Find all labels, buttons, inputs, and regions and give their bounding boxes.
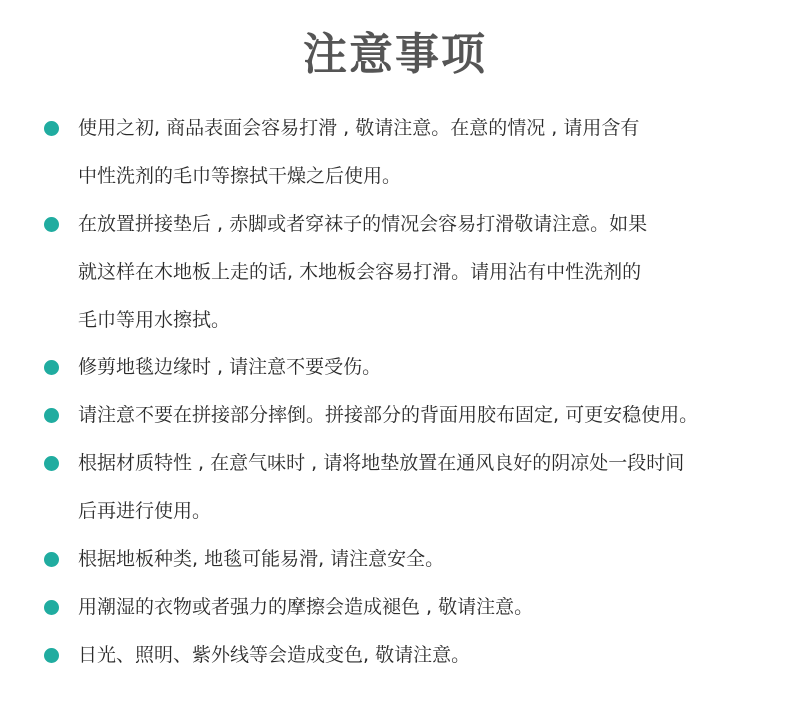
note-text (78, 343, 784, 391)
note-text (78, 104, 784, 200)
note-line: 使用之初, 商品表面会容易打滑 , 敬请注意。在意的情况 , 请用含有 (78, 117, 640, 139)
note-line: 就这样在木地板上走的话, 木地板会容易打滑。请用沾有中性洗剂的 (78, 261, 642, 283)
page-title: 注意事项 (303, 29, 487, 80)
note-line: 在放置拼接垫后 , 赤脚或者穿袜子的情况会容易打滑敬请注意。如果 (78, 213, 648, 235)
bullet-dot-icon (44, 121, 59, 136)
bullet-dot-icon (44, 360, 59, 375)
note-text (78, 391, 784, 439)
bullet-dot-icon (44, 408, 59, 423)
note-line: 修剪地毯边缘时 , 请注意不要受伤。 (78, 356, 382, 378)
note-line: 用潮湿的衣物或者强力的摩擦会造成褪色 , 敬请注意。 (78, 596, 534, 618)
note-text (78, 535, 784, 583)
note-line: 根据材质特性 , 在意气味时 , 请将地垫放置在通风良好的阴凉处一段时间 (78, 452, 685, 474)
note-line: 毛巾等用水擦拭。 (78, 309, 231, 331)
note-text (78, 631, 784, 679)
bullet-dot-icon (44, 648, 59, 663)
note-line: 后再进行使用。 (78, 500, 212, 522)
note-text (78, 583, 784, 631)
bullet-dot-icon (44, 217, 59, 232)
note-line: 根据地板种类, 地毯可能易滑, 请注意安全。 (78, 548, 445, 570)
note-text (78, 200, 784, 344)
bullet-dot-icon (44, 552, 59, 567)
bullet-dot-icon (44, 600, 59, 615)
note-text (78, 439, 784, 535)
note-line: 日光、照明、紫外线等会造成变色, 敬请注意。 (78, 644, 471, 666)
bullet-dot-icon (44, 456, 59, 471)
note-line: 中性洗剂的毛巾等擦拭干燥之后使用。 (78, 165, 402, 187)
note-line: 请注意不要在拼接部分摔倒。拼接部分的背面用胶布固定, 可更安稳使用。 (78, 404, 699, 426)
